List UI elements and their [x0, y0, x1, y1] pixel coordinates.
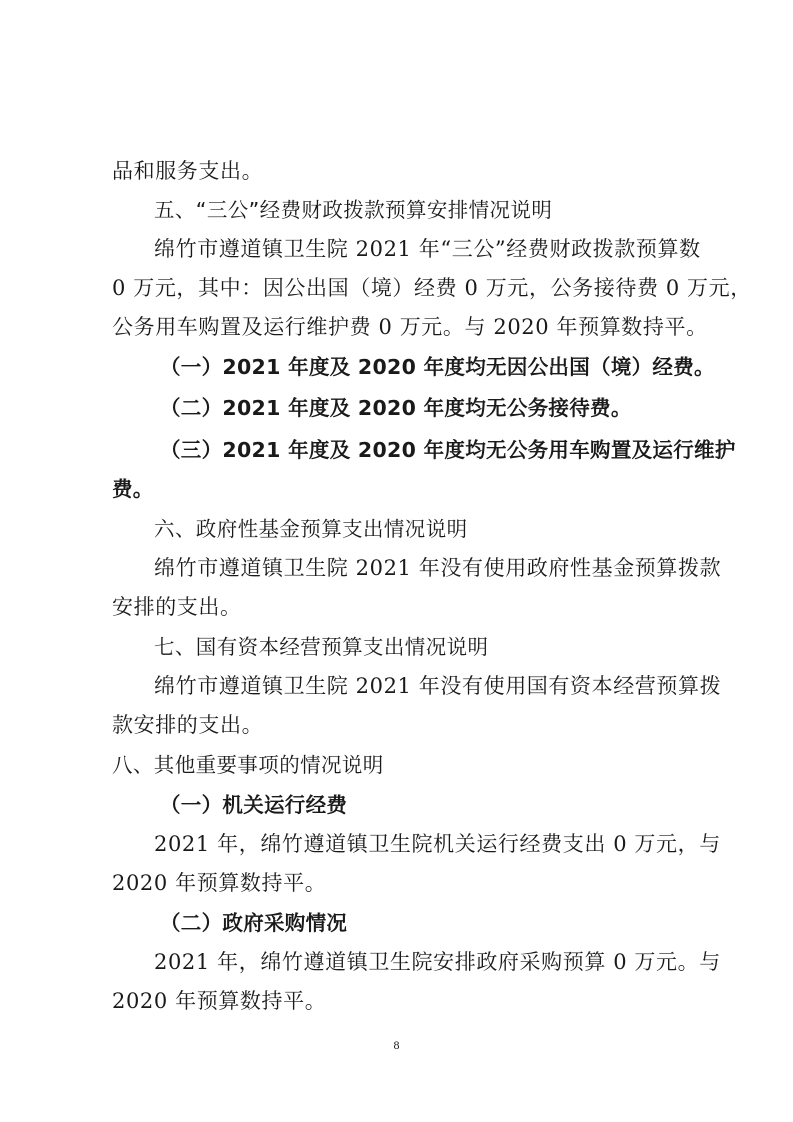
paragraph-line: 0 万元，其中：因公出国（境）经费 0 万元，公务接待费 0 万元， [112, 276, 752, 300]
paragraph-line: 2020 年预算数持平。 [112, 989, 327, 1013]
page-number: 8 [393, 1038, 400, 1052]
paragraph-continuation: 品和服务支出。 [112, 159, 264, 183]
paragraph-line: 绵竹市遵道镇卫生院 2021 年没有使用国有资本经营预算拨 [154, 674, 722, 698]
paragraph-line: 2021 年，绵竹遵道镇卫生院机关运行经费支出 0 万元，与 [154, 832, 721, 856]
subheading-line: （二）政府采购情况 [160, 911, 348, 935]
paragraph-line: 2021 年，绵竹遵道镇卫生院安排政府采购预算 0 万元。与 [154, 950, 721, 974]
subheading-line: 费。 [112, 477, 154, 501]
section-heading-5: 五、“三公”经费财政拨款预算安排情况说明 [154, 198, 553, 222]
paragraph-line: 2020 年预算数持平。 [112, 871, 327, 895]
paragraph-line: 安排的支出。 [112, 595, 242, 619]
paragraph-line: 公务用车购置及运行维护费 0 万元。与 2020 年预算数持平。 [112, 315, 708, 339]
subheading-line: （二）2021 年度及 2020 年度均无公务接待费。 [160, 396, 632, 420]
section-heading-8: 八、其他重要事项的情况说明 [112, 753, 384, 777]
section-heading-6: 六、政府性基金预算支出情况说明 [154, 517, 468, 541]
subheading-line: （三）2021 年度及 2020 年度均无公务用车购置及运行维护 [160, 438, 736, 462]
paragraph-line: 绵竹市遵道镇卫生院 2021 年没有使用政府性基金预算拨款 [154, 556, 722, 580]
subheading-line: （一）机关运行经费 [160, 793, 348, 817]
paragraph-line: 绵竹市遵道镇卫生院 2021 年“三公”经费财政拨款预算数 [154, 237, 701, 261]
section-heading-7: 七、国有资本经营预算支出情况说明 [154, 635, 489, 659]
subheading-line: （一）2021 年度及 2020 年度均无因公出国（境）经费。 [160, 355, 715, 379]
paragraph-line: 款安排的支出。 [112, 713, 264, 737]
